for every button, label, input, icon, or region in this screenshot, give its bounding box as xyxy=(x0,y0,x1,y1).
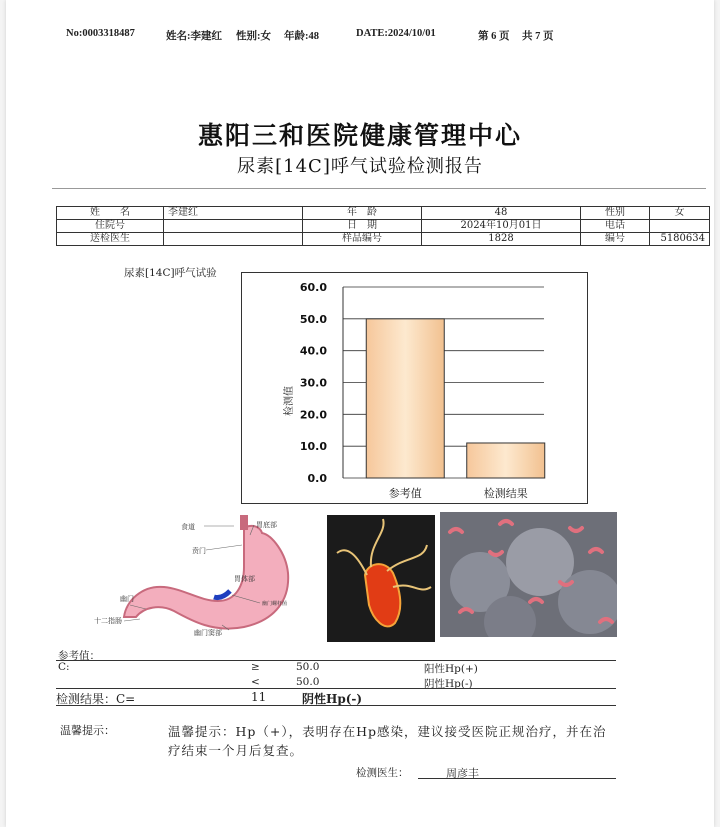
reference-c: C: xyxy=(58,661,70,673)
bar-chart-svg xyxy=(242,273,587,503)
bar xyxy=(467,443,545,478)
ref-rule xyxy=(56,705,616,706)
info-value-doctor xyxy=(164,233,303,246)
ref1-op: ≥ xyxy=(251,661,260,673)
info-value-sample: 1828 xyxy=(422,233,581,246)
info-row xyxy=(57,220,710,233)
label-esophagus: 食道 xyxy=(181,523,195,531)
hospital-title: 惠阳三和医院健康管理中心 xyxy=(197,121,522,150)
hp-bacterium-photo xyxy=(327,515,435,642)
y-tick-label: 10.0 xyxy=(299,440,327,454)
y-tick-label: 30.0 xyxy=(299,376,327,390)
tips-body: 温馨提示：Hp（+），表明存在Hp感染，建议接受医院正规治疗，并在治疗结束一个月后复查。 xyxy=(168,724,607,758)
hp-colony-photo xyxy=(440,512,617,637)
ref1-result: 阳性Hp(+) xyxy=(424,663,478,675)
info-row xyxy=(57,207,710,220)
bacteria-spot xyxy=(214,591,230,598)
stomach-shape xyxy=(124,526,288,629)
info-label-doctor: 送检医生 xyxy=(57,233,164,246)
label-hp: 幽门螺杆菌 xyxy=(262,601,288,607)
info-label-inpatient: 住院号 xyxy=(57,220,164,233)
patient-sex-header: 性别:女 xyxy=(236,31,271,42)
ref1-val: 50.0 xyxy=(296,661,320,673)
patient-info-table xyxy=(56,206,710,246)
report-page xyxy=(6,0,714,827)
report-subtitle: 尿素[14C]呼气试验检测报告 xyxy=(237,156,483,177)
label-duodenum: 十二指肠 xyxy=(94,617,122,625)
signature-line xyxy=(418,778,616,779)
patient-name-header: 姓名:李建红 xyxy=(166,31,222,42)
patient-age-header: 年龄:48 xyxy=(284,31,319,42)
label-pylorus: 幽门 xyxy=(120,595,134,603)
page-number: 第 6 页 xyxy=(478,31,510,42)
y-axis-label: 检测值 xyxy=(284,386,295,416)
info-label-sex: 性别 xyxy=(581,207,650,220)
ref-rule xyxy=(56,660,616,661)
chart-title: 尿素[14C]呼气试验 xyxy=(124,267,217,279)
result-text: 阴性Hp(-) xyxy=(302,692,363,706)
info-value-name: 李建红 xyxy=(164,207,303,220)
result-value: 11 xyxy=(251,690,267,704)
info-value-inpatient xyxy=(164,220,303,233)
y-tick-label: 40.0 xyxy=(299,344,327,358)
result-chart xyxy=(241,272,588,504)
label-antrum: 幽门窦部 xyxy=(194,629,222,637)
bar xyxy=(366,319,444,478)
doctor-name: 周彦丰 xyxy=(446,767,479,780)
result-label: 检测结果：C= xyxy=(56,692,136,706)
ref-rule xyxy=(56,688,616,689)
reference-label: 参考值： xyxy=(58,650,100,662)
y-tick-label: 0.0 xyxy=(307,472,327,485)
info-value-date: 2024年10月01日 xyxy=(422,220,581,233)
doctor-label: 检测医生： xyxy=(356,767,409,779)
info-label-code: 编号 xyxy=(581,233,650,246)
info-label-name: 姓 名 xyxy=(57,207,164,220)
info-label-date: 日 期 xyxy=(303,220,422,233)
info-value-phone xyxy=(650,220,710,233)
info-value-age: 48 xyxy=(422,207,581,220)
ref2-op: < xyxy=(251,676,260,688)
info-label-phone: 电话 xyxy=(581,220,650,233)
label-cardia: 贲门 xyxy=(192,547,206,555)
page-total: 共 7 页 xyxy=(522,31,554,42)
y-tick-label: 20.0 xyxy=(299,408,327,422)
label-body: 胃体部 xyxy=(234,575,255,583)
x-category-label: 检测结果 xyxy=(483,487,528,500)
divider xyxy=(52,188,706,189)
info-row xyxy=(57,233,710,246)
stomach-diagram xyxy=(94,515,324,645)
info-label-sample: 样品编号 xyxy=(303,233,422,246)
info-label-age: 年 龄 xyxy=(303,207,422,220)
y-tick-label: 60.0 xyxy=(299,281,327,294)
reference-section xyxy=(56,648,616,708)
info-value-code: 5180634 xyxy=(650,233,710,246)
label-fundus: 胃底部 xyxy=(256,521,277,529)
x-category-label: 参考值 xyxy=(388,487,422,500)
report-no: No:0003318487 xyxy=(66,28,135,39)
tips-label: 温馨提示： xyxy=(60,724,115,737)
ref2-val: 50.0 xyxy=(296,676,320,688)
info-value-sex: 女 xyxy=(650,207,710,220)
ref2-result: 阴性Hp(-) xyxy=(424,678,473,690)
report-date: DATE:2024/10/01 xyxy=(356,28,436,39)
y-tick-label: 50.0 xyxy=(299,312,327,326)
